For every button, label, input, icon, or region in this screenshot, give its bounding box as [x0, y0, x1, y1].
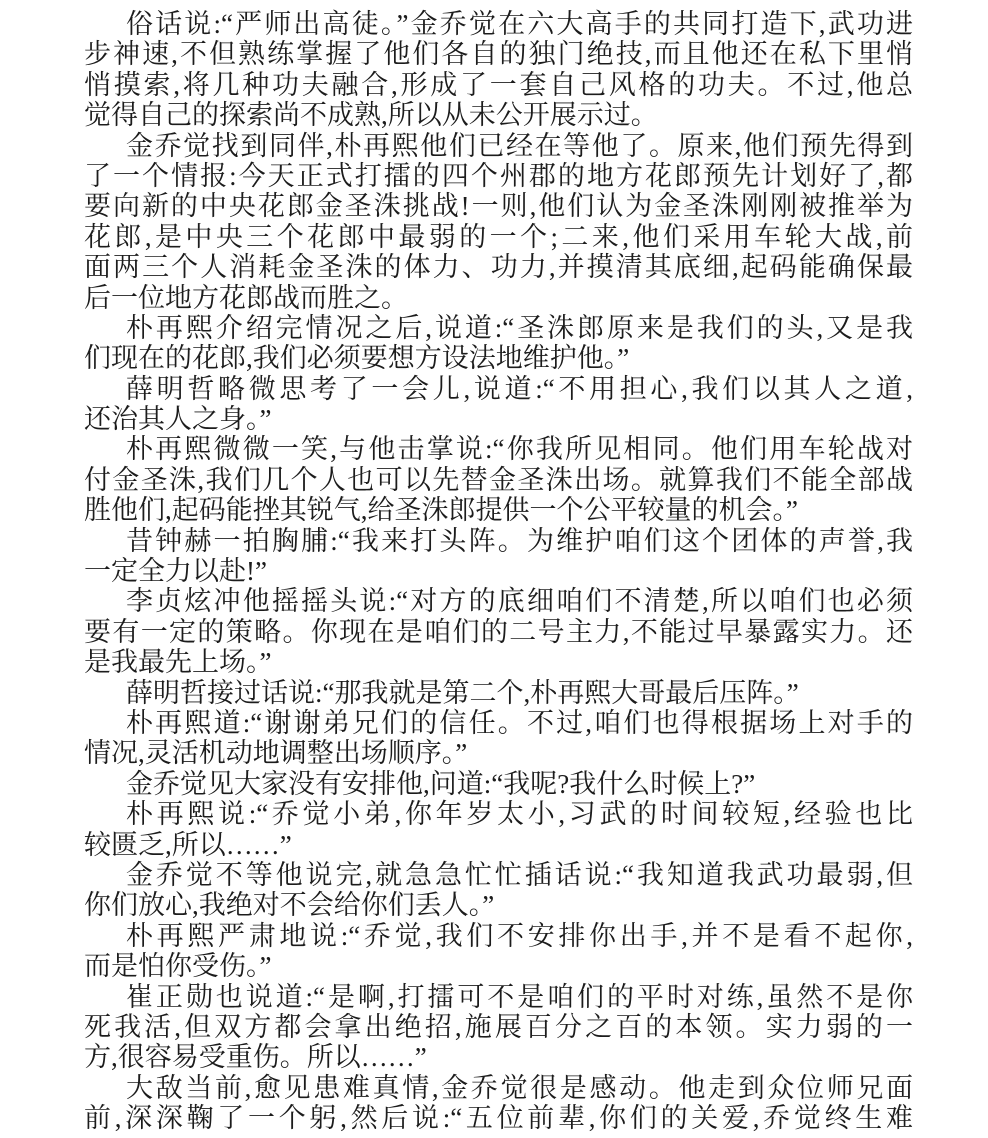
text-line: 金乔觉找到同伴,朴再熙他们已经在等他了。原来,他们预先得到: [126, 130, 913, 161]
text-block: [84, 9, 913, 1133]
text-line: 较匮乏,所以……”: [84, 829, 292, 860]
text-line: 你们放心,我绝对不会给你们丢人。”: [84, 890, 495, 921]
text-line: 朴再熙严肃地说:“乔觉,我们不安排你出手,并不是看不起你,: [126, 920, 913, 951]
text-line: 前,深深鞠了一个躬,然后说:“五位前辈,你们的关爱,乔觉终生难: [84, 1103, 913, 1134]
text-line: 要向新的中央花郎金圣洙挑战!一则,他们认为金圣洙刚刚被推举为: [84, 191, 913, 222]
text-line: 悄摸索,将几种功夫融合,形成了一套自己风格的功夫。不过,他总: [84, 69, 913, 100]
text-line: 花郎,是中央三个花郎中最弱的一个;二来,他们采用车轮大战,前: [84, 221, 913, 252]
text-line: 死我活,但双方都会拿出绝招,施展百分之百的本领。实力弱的一: [84, 1011, 913, 1042]
text-line: 一定全力以赴!”: [84, 556, 267, 587]
text-line: 胜他们,起码能挫其锐气,给圣洙郎提供一个公平较量的机会。”: [84, 495, 798, 526]
text-line: 昔钟赫一拍胸脯:“我来打头阵。为维护咱们这个团体的声誉,我: [126, 525, 913, 556]
text-line: 要有一定的策略。你现在是咱们的二号主力,不能过早暴露实力。还: [84, 616, 913, 647]
text-line: 步神速,不但熟练掌握了他们各自的独门绝技,而且他还在私下里悄: [84, 39, 913, 70]
text-line: 崔正勋也说道:“是啊,打擂可不是咱们的平时对练,虽然不是你: [126, 981, 913, 1012]
text-line: 情况,灵活机动地调整出场顺序。”: [84, 738, 468, 769]
text-line: 了一个情报:今天正式打擂的四个州郡的地方花郎预先计划好了,都: [84, 160, 913, 191]
text-line: 俗话说:“严师出高徒。”金乔觉在六大高手的共同打造下,武功进: [126, 9, 913, 39]
text-line: 金乔觉不等他说完,就急急忙忙插话说:“我知道我武功最弱,但: [126, 859, 913, 890]
text-line: 朴再熙说:“乔觉小弟,你年岁太小,习武的时间较短,经验也比: [126, 799, 913, 830]
text-line: 朴再熙介绍完情况之后,说道:“圣洙郎原来是我们的头,又是我: [126, 312, 913, 343]
text-line: 觉得自己的探索尚不成熟,所以从未公开展示过。: [84, 100, 658, 131]
text-line: 面两三个人消耗金圣洙的体力、功力,并摸清其底细,起码能确保最: [84, 252, 913, 283]
text-line: 大敌当前,愈见患难真情,金乔觉很是感动。他走到众位师兄面: [126, 1072, 913, 1103]
text-line: 而是怕你受伤。”: [84, 951, 272, 982]
text-line: 朴再熙微微一笑,与他击掌说:“你我所见相同。他们用车轮战对: [126, 434, 913, 465]
text-line: 李贞炫冲他摇摇头说:“对方的底细咱们不清楚,所以咱们也必须: [126, 586, 913, 617]
text-line: 是我最先上场。”: [84, 647, 272, 678]
text-line: 后一位地方花郎战而胜之。: [84, 282, 408, 313]
text-line: 金乔觉见大家没有安排他,问道:“我呢?我什么时候上?”: [126, 768, 756, 799]
text-line: 付金圣洙,我们几个人也可以先替金圣洙出场。就算我们不能全部战: [84, 464, 913, 495]
text-line: 薛明哲略微思考了一会儿,说道:“不用担心,我们以其人之道,: [126, 373, 913, 404]
text-line: 朴再熙道:“谢谢弟兄们的信任。不过,咱们也得根据场上对手的: [126, 707, 913, 738]
text-line: 方,很容易受重伤。所以……”: [84, 1042, 427, 1073]
text-line: 薛明哲接过话说:“那我就是第二个,朴再熙大哥最后压阵。”: [126, 677, 799, 708]
text-line: 们现在的花郎,我们必须要想方设法地维护他。”: [84, 343, 630, 374]
text-line: 还治其人之身。”: [84, 404, 272, 435]
